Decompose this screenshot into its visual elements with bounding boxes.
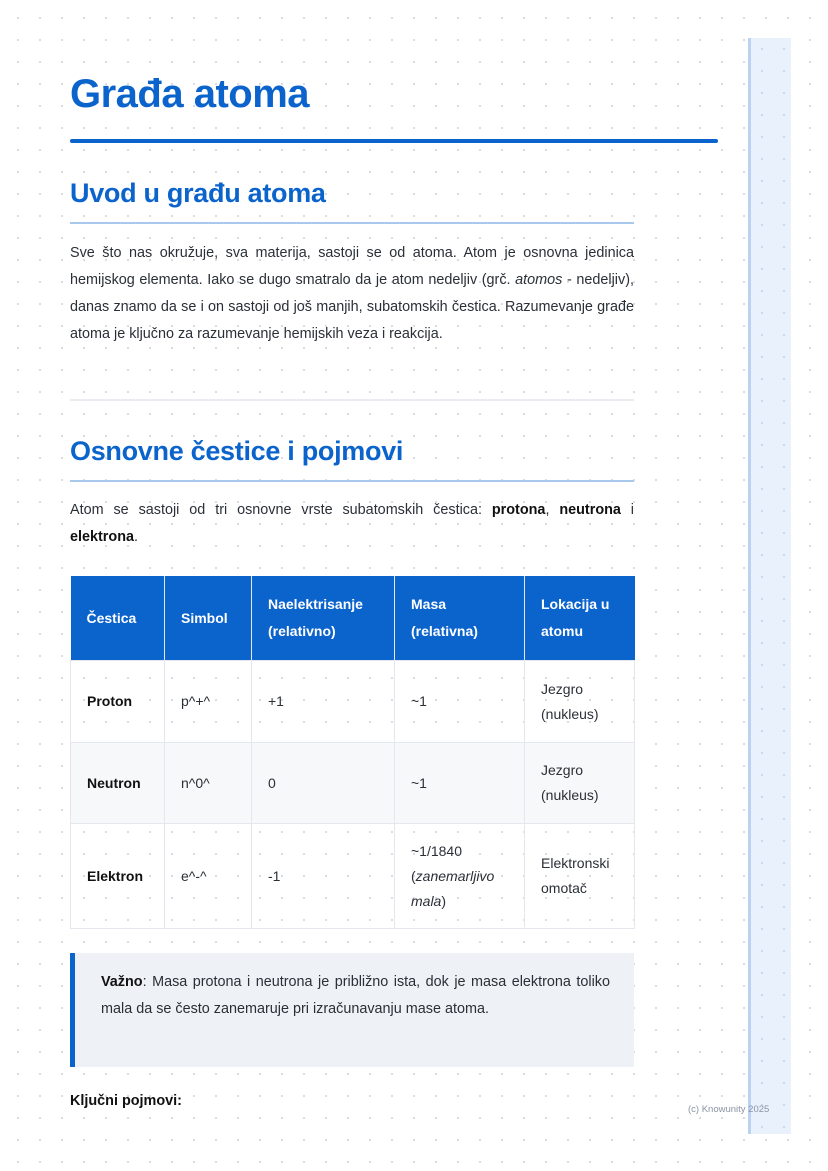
particle-name-cell: Elektron xyxy=(71,824,165,929)
section-rule-intro xyxy=(70,222,634,224)
side-margin-strip xyxy=(748,38,791,1134)
mass-note-open: ( xyxy=(411,867,416,884)
mass-cell: ~1 xyxy=(395,661,525,743)
particle-name-cell: Proton xyxy=(71,661,165,743)
particles-sep-1: , xyxy=(545,502,560,518)
particles-intro-end: . xyxy=(134,529,138,545)
table-header-cell: Naelektrisanje (relativno) xyxy=(252,576,395,661)
particle-name-cell: Neutron xyxy=(71,743,165,824)
copyright-footer: (c) Knowunity 2025 xyxy=(688,1104,770,1115)
term-electron: elektrona xyxy=(70,529,134,545)
location-cell: Jezgro (nukleus) xyxy=(525,743,635,824)
location-cell: Jezgro (nukleus) xyxy=(525,661,635,743)
charge-cell: -1 xyxy=(252,824,395,929)
symbol-cell: n^0^ xyxy=(165,743,252,824)
callout-label: Važno xyxy=(101,974,143,990)
intro-text-italic: atomos xyxy=(515,272,563,288)
page-title: Građa atoma xyxy=(70,72,310,116)
table-header-cell: Lokacija u atomu xyxy=(525,576,635,661)
key-terms-heading: Ključni pojmovi: xyxy=(70,1093,182,1109)
term-neutron: neutrona xyxy=(559,502,621,518)
table-header-cell: Čestica xyxy=(71,576,165,661)
mass-cell xyxy=(395,824,525,929)
term-proton: protona xyxy=(491,502,546,518)
location-cell: Elektronski omotač xyxy=(525,824,635,929)
table-header-cell: Masa (relativna) xyxy=(395,576,525,661)
callout-text: : Masa protona i neutrona je približno ista, dok je masa elektrona toliko mala da se često zanemaruje pri izračunavanju mase atoma. xyxy=(101,974,610,1017)
section-heading-particles: Osnovne čestice i pojmovi xyxy=(70,436,404,466)
section-rule-particles xyxy=(70,480,634,482)
table-row xyxy=(71,661,635,743)
charge-cell: +1 xyxy=(252,661,395,743)
mass-cell: ~1 xyxy=(395,743,525,824)
particles-sep-2: i xyxy=(620,502,635,518)
particles-table xyxy=(70,576,635,929)
particles-intro-paragraph xyxy=(70,497,634,551)
charge-cell: 0 xyxy=(252,743,395,824)
intro-text-part-2: - nedeljiv), danas znamo da se i on sastoji od još manjih, subatomskih čestica. Razumevanje građe atoma je ključno za razumevanje hemijskih veza i reakcija. xyxy=(70,272,634,342)
important-callout xyxy=(70,953,634,1067)
symbol-cell: p^+^ xyxy=(165,661,252,743)
table-row xyxy=(71,743,635,824)
section-heading-intro: Uvod u građu atoma xyxy=(70,178,326,208)
intro-text-part-1: Sve što nas okružuje, sva materija, sastoji se od atoma. Atom je osnovna jedinica hemijskog elementa. Iako se dugo smatralo da je atom nedeljiv (grč. xyxy=(70,245,634,288)
particles-intro-text: Atom se sastoji od tri osnovne vrste subatomskih čestica: xyxy=(70,502,492,518)
mass-note-close: ) xyxy=(441,892,447,909)
mass-value: ~1/1840 xyxy=(411,842,462,859)
table-header-cell: Simbol xyxy=(165,576,252,661)
section-divider xyxy=(70,399,634,401)
title-rule xyxy=(70,139,718,143)
symbol-cell: e^-^ xyxy=(165,824,252,929)
mass-note: zanemarljivo mala xyxy=(411,867,495,909)
intro-paragraph xyxy=(70,240,634,348)
table-row xyxy=(71,824,635,929)
table-header-row xyxy=(71,576,635,661)
